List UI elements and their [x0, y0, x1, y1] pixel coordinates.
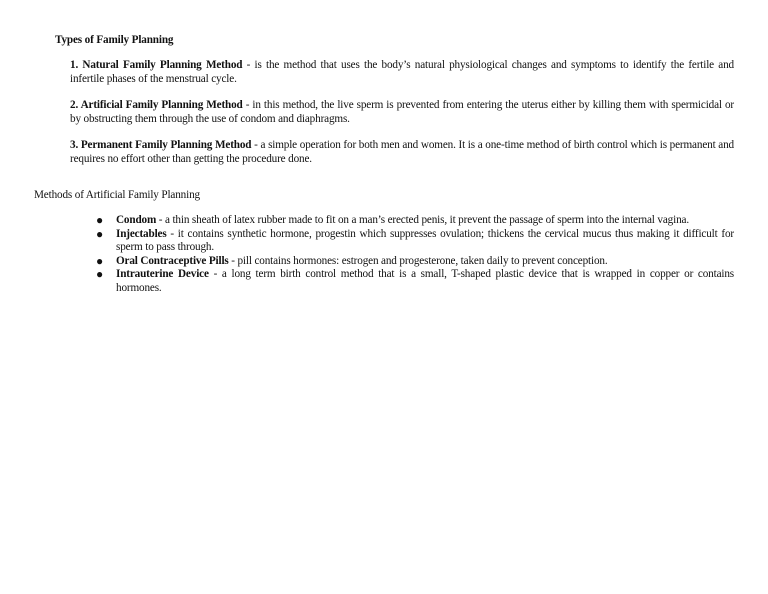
type-description: - in this method, the live sperm is prevented from entering the uterus either by killing them with spermicidal or by obstructing them through the use of condom and diaphragms. — [70, 99, 734, 125]
type-term: 1. Natural Family Planning Method — [70, 59, 243, 71]
method-term: Injectables — [116, 227, 167, 240]
bullet-icon: ● — [96, 226, 104, 241]
method-description: - a thin sheath of latex rubber made to fit on a man’s erected penis, it prevent the passage of sperm into the internal vagina. — [156, 214, 689, 226]
bullet-icon: ● — [96, 267, 104, 281]
method-term: Condom — [116, 214, 157, 226]
list-item — [96, 255, 734, 269]
methods-list — [96, 214, 734, 295]
type-description: - a simple operation for both men and women. It is a one-time method of birth control which is permanent and requires no effort other than getting the procedure done. — [70, 139, 735, 165]
method-description: - pill contains hormones: estrogen and progesterone, taken daily to prevent conception. — [228, 254, 608, 267]
list-item — [70, 59, 734, 86]
bullet-icon: ● — [96, 213, 104, 227]
types-list — [70, 59, 734, 179]
list-item — [70, 139, 734, 166]
section-heading: Methods of Artificial Family Planning — [34, 189, 200, 201]
method-term: Oral Contraceptive Pills — [116, 254, 229, 267]
method-description: - it contains synthetic hormone, progestin which suppresses ovulation; thickens the cervical mucus thus making it difficult for sperm to pass through. — [116, 227, 734, 253]
list-item — [96, 268, 734, 295]
list-item — [70, 99, 734, 126]
list-item — [96, 228, 734, 255]
list-item — [96, 214, 734, 228]
page-title: Types of Family Planning — [55, 34, 174, 46]
method-description: - a long term birth control method that is a small, T-shaped plastic device that is wrapped in copper or contains hormones. — [116, 268, 734, 294]
method-term: Intrauterine Device — [116, 268, 209, 280]
type-description: - is the method that uses the body’s natural physiological changes and symptoms to identify the fertile and infertile phases of the menstrual cycle. — [70, 59, 735, 85]
type-term: 2. Artificial Family Planning Method — [70, 99, 243, 111]
type-term: 3. Permanent Family Planning Method — [70, 139, 252, 151]
bullet-icon: ● — [96, 253, 104, 268]
